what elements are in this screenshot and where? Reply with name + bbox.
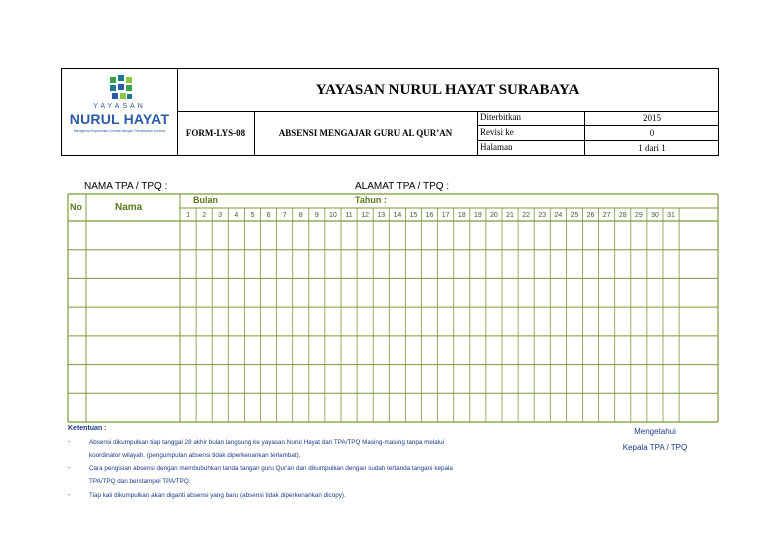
day-number: 28 [618,212,627,219]
day-number: 9 [314,212,319,219]
meta-value: 1 dari 1 [584,141,719,155]
day-number: 15 [409,212,418,219]
note-bullet: - [68,439,71,446]
day-number: 14 [393,212,402,219]
day-number: 24 [554,212,563,219]
day-number: 27 [602,212,611,219]
day-number: 21 [506,212,514,219]
day-number: 13 [377,212,386,219]
meta-value: 2015 [584,111,719,125]
logo-yayasan-text: YAYASAN [93,103,146,110]
form-title: ABSENSI MENGAJAR GURU AL QUR’AN [254,111,478,155]
day-number: 25 [570,212,579,219]
day-number: 22 [522,212,531,219]
meta-label: Revisi ke [480,127,514,137]
signature-kepala: Kepala TPA / TPQ [622,443,688,452]
day-number: 2 [202,212,207,219]
org-title: YAYASAN NURUL HAYAT SURABAYA [177,69,718,112]
note-bullet: - [68,465,71,472]
day-number: 16 [425,212,434,219]
alamat-tpa-label: ALAMAT TPA / TPQ : [355,181,450,192]
day-number: 4 [234,212,239,219]
column-header-no: No [70,202,82,212]
day-number: 11 [345,212,353,219]
column-header-nama: Nama [115,202,143,213]
day-number: 26 [586,212,595,219]
day-number: 31 [667,212,675,219]
day-number: 29 [634,212,643,219]
note-item-1a: Absensi dikumpulkan tiap tanggal 28 akhir bulan langsung ke yayasan Nurul Hayat dari TPA/TPQ Masing-masing tanpa melalui [89,439,445,446]
signature-mengetahui: Mengetahui [634,427,676,436]
logo-tagline: Mengelola Kepedulian Ummat dengan Pendekatan Ummat [73,129,166,133]
meta-label: Diterbitkan [480,112,521,122]
note-item-1b: koordinator wilayah. (pengumpulan absensi tidak diperkenankan terlambat). [89,452,301,459]
meta-value: 0 [584,126,719,140]
bulan-label: Bulan [193,195,219,205]
day-number: 6 [266,212,271,219]
day-number: 18 [457,212,466,219]
day-number: 20 [490,212,498,219]
day-number: 10 [329,212,337,219]
day-number: 8 [298,212,303,219]
day-number: 5 [250,212,255,219]
day-number: 30 [651,212,659,219]
day-number: 1 [186,212,190,219]
day-number: 3 [218,212,223,219]
day-number: 23 [538,212,547,219]
note-bullet: - [68,492,71,499]
day-number: 7 [282,212,287,219]
note-item-2b: TPA/TPQ dan berstampel TPA/TPQ. [89,478,191,485]
tahun-label: Tahun : [355,195,387,205]
ketentuan-title: Ketentuan : [68,425,107,432]
day-number: 17 [441,212,450,219]
note-item-2a: Cara pengisian absensi dengan membubuhkan tanda tangan guru Qur'an dan dikumpulkan dengan sudah tertanda tangani kepala [89,465,453,472]
meta-label: Halaman [480,142,513,152]
form-code: FORM-LYS-08 [177,111,255,155]
day-number: 12 [361,212,370,219]
note-item-3: Tiap kali dikumpulkan akan diganti absensi yang baru (absensi tidak diperkenankan dicopy). [89,492,346,499]
logo-name-text: NURUL HAYAT [69,111,170,127]
nama-tpa-label: NAMA TPA / TPQ : [84,181,168,192]
day-number: 19 [473,212,482,219]
